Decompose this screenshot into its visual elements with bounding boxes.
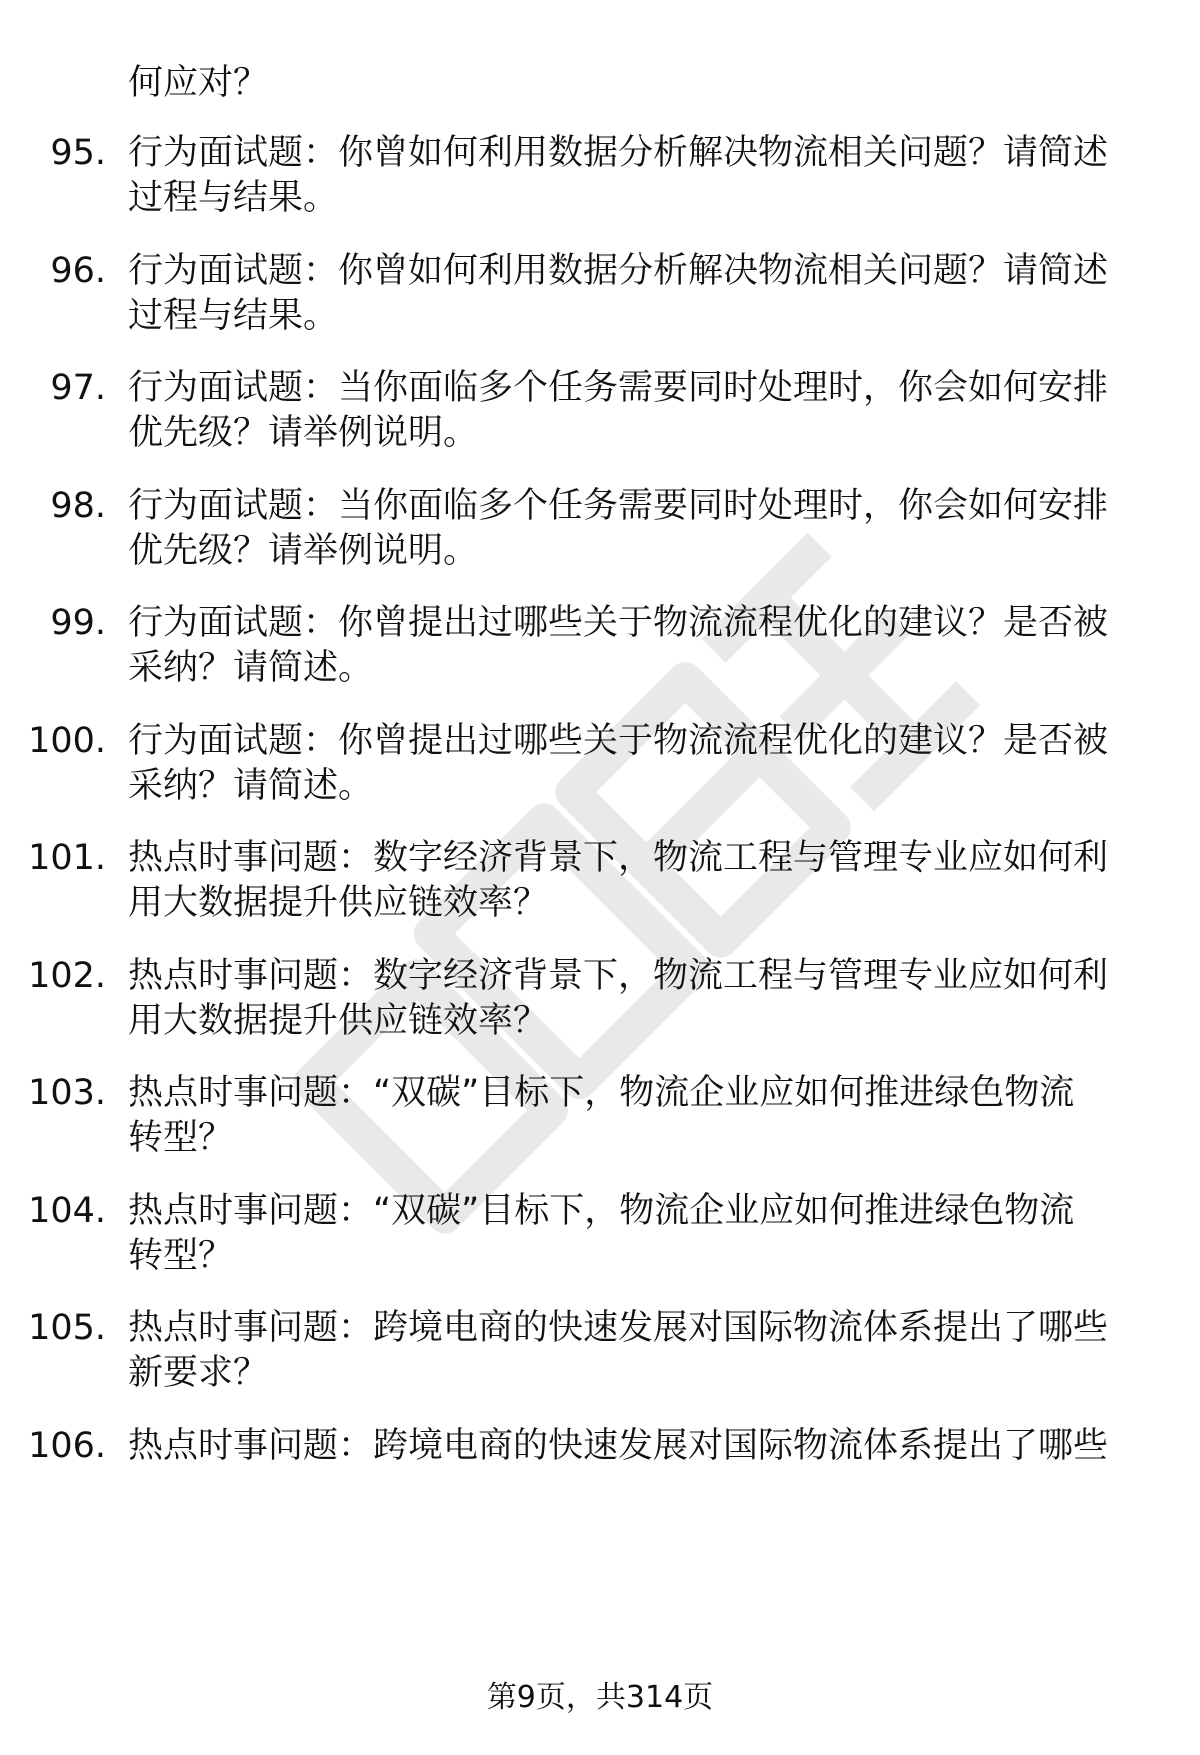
item-text-line2: 过程与结果。 [128,296,339,336]
item-text-line2: 过程与结果。 [128,178,339,218]
item-text-line2: 优先级？请举例说明。 [128,413,479,453]
item-number: 95. [50,133,106,173]
item-text-line1: 行为面试题：当你面临多个任务需要同时处理时，你会如何安排 [128,368,1109,408]
item-text-line2: 采纳？请简述。 [128,766,374,806]
item-text-line1: 行为面试题：当你面临多个任务需要同时处理时，你会如何安排 [128,486,1109,526]
item-number: 101. [28,838,106,878]
item-number: 97. [50,368,106,408]
item-text-line1: 热点时事问题：数字经济背景下，物流工程与管理专业应如何利 [128,838,1109,878]
item-text-line2: 用大数据提升供应链效率？ [128,883,549,923]
item-number: 104. [28,1191,106,1231]
item-text-line1: 热点时事问题：数字经济背景下，物流工程与管理专业应如何利 [128,956,1109,996]
item-text-line1: 热点时事问题：“双碳”目标下，物流企业应如何推进绿色物流 [128,1073,1075,1113]
item-text-line2: 采纳？请简述。 [128,648,374,688]
item-text-line1: 行为面试题：你曾如何利用数据分析解决物流相关问题？请简述 [128,133,1109,173]
item-text-line1: 热点时事问题：跨境电商的快速发展对国际物流体系提出了哪些 [128,1308,1109,1348]
item-text-line2: 优先级？请举例说明。 [128,531,479,571]
item-number: 102. [28,956,106,996]
item-text-line2: 新要求？ [128,1353,269,1393]
continuation-line: 何应对？ [128,63,269,103]
item-number: 100. [28,721,106,761]
item-text-line1: 热点时事问题：“双碳”目标下，物流企业应如何推进绿色物流 [128,1191,1075,1231]
item-text-line1: 行为面试题：你曾如何利用数据分析解决物流相关问题？请简述 [128,251,1109,291]
item-text-line1: 行为面试题：你曾提出过哪些关于物流流程优化的建议？是否被 [128,603,1109,643]
item-number: 103. [28,1073,106,1113]
item-number: 106. [28,1426,106,1466]
item-text-line2: 转型？ [128,1118,234,1158]
item-text-line1: 行为面试题：你曾提出过哪些关于物流流程优化的建议？是否被 [128,721,1109,761]
item-number: 105. [28,1308,106,1348]
item-text-line1: 热点时事问题：跨境电商的快速发展对国际物流体系提出了哪些 [128,1426,1109,1466]
page-footer: 第9页，共314页 [486,1680,714,1715]
item-number: 99. [50,603,106,643]
item-text-line2: 用大数据提升供应链效率？ [128,1001,549,1041]
item-number: 96. [50,251,106,291]
item-text-line2: 转型？ [128,1236,234,1276]
item-number: 98. [50,486,106,526]
